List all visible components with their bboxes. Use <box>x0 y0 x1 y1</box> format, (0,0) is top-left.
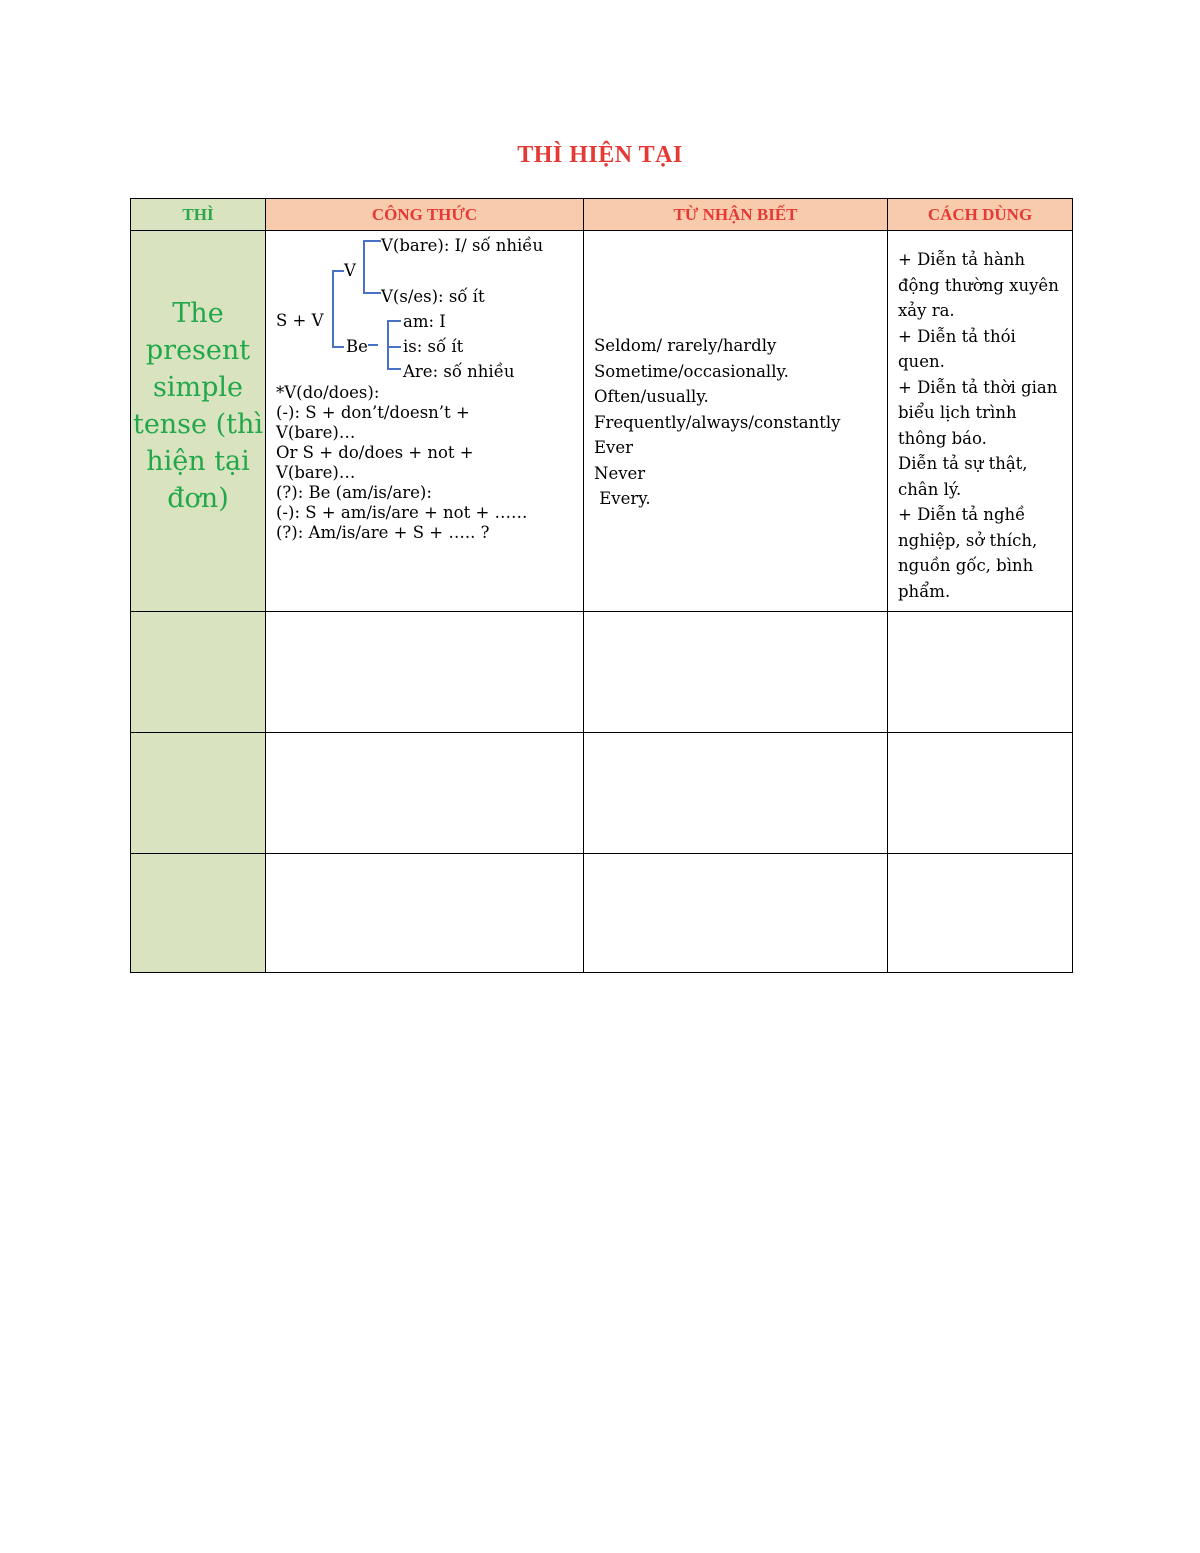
signal-word: Frequently/always/constantly <box>594 412 841 432</box>
usage-item: Diễn tả sự thật, chân lý. <box>898 454 1028 499</box>
formula-cell <box>266 612 584 733</box>
table-row <box>131 854 1073 973</box>
formula-be-is: is: số ít <box>403 337 464 356</box>
usage-item: + Diễn tả thời gian biểu lịch trình thông báo. <box>898 377 1058 448</box>
formula-v-s-es: V(s/es): số ít <box>381 287 485 306</box>
page-title: THÌ HIỆN TẠI <box>517 142 683 168</box>
usage-cell <box>888 733 1073 854</box>
formula-cell <box>266 733 584 854</box>
signal-word: Seldom/ rarely/hardly <box>594 336 777 355</box>
formula-line: (-): S + am/is/are + not + …… <box>276 503 528 522</box>
usage-cell <box>888 231 1073 612</box>
signal-words-cell <box>584 231 888 612</box>
formula-line: V(bare)… <box>276 423 356 442</box>
header-signal-words: TỪ NHẬN BIẾT <box>584 199 888 231</box>
signal-word: Never <box>594 463 646 483</box>
formula-be-am: am: I <box>403 312 446 331</box>
formula-root: S + V <box>276 311 324 330</box>
table-header-row <box>131 199 1073 231</box>
formula-line: (?): Am/is/are + S + ….. ? <box>276 523 490 542</box>
signal-words-cell <box>584 612 888 733</box>
signal-word: Sometime/occasionally. <box>594 361 789 381</box>
tense-cell <box>131 231 266 612</box>
formula-line: (-): S + don’t/doesn’t + <box>276 403 470 422</box>
usage-item: + Diễn tả thói quen. <box>898 326 1016 371</box>
table-row <box>131 733 1073 854</box>
usage-list <box>888 231 1072 604</box>
table-row <box>131 612 1073 733</box>
signal-word: Ever <box>594 438 634 457</box>
tense-name: The present simple tense (thì hiện tại đơn) <box>132 298 264 514</box>
table-row <box>131 231 1073 612</box>
formula-line: Or S + do/does + not + <box>276 443 474 462</box>
formula-v-bare: V(bare): I/ số nhiều <box>381 236 544 255</box>
formula-line: (?): Be (am/is/are): <box>276 483 432 502</box>
header-usage: CÁCH DÙNG <box>888 199 1073 231</box>
usage-cell <box>888 612 1073 733</box>
formula-cell <box>266 231 584 612</box>
header-tense: THÌ <box>131 199 266 231</box>
tense-cell <box>131 612 266 733</box>
formula-be-branch: Be <box>346 337 368 356</box>
tense-table <box>130 198 1073 973</box>
formula-diagram <box>266 231 583 611</box>
formula-lines <box>276 383 528 543</box>
usage-item: + Diễn tả nghề nghiệp, sở thích, nguồn gốc, bình phẩm. <box>898 505 1038 601</box>
signal-words-cell <box>584 733 888 854</box>
signal-word: Often/usually. <box>594 387 709 406</box>
tense-cell <box>131 733 266 854</box>
signal-words-cell <box>584 854 888 973</box>
formula-line: *V(do/does): <box>276 383 380 402</box>
header-formula: CÔNG THỨC <box>266 199 584 231</box>
formula-be-are: Are: số nhiều <box>403 362 515 381</box>
formula-line: V(bare)… <box>276 463 356 482</box>
formula-cell <box>266 854 584 973</box>
formula-v-branch: V <box>344 261 356 280</box>
usage-cell <box>888 854 1073 973</box>
usage-item: + Diễn tả hành động thường xuyên xảy ra. <box>898 250 1059 320</box>
signal-word: Every. <box>594 489 651 508</box>
signal-words-list <box>584 231 887 512</box>
tense-cell <box>131 854 266 973</box>
